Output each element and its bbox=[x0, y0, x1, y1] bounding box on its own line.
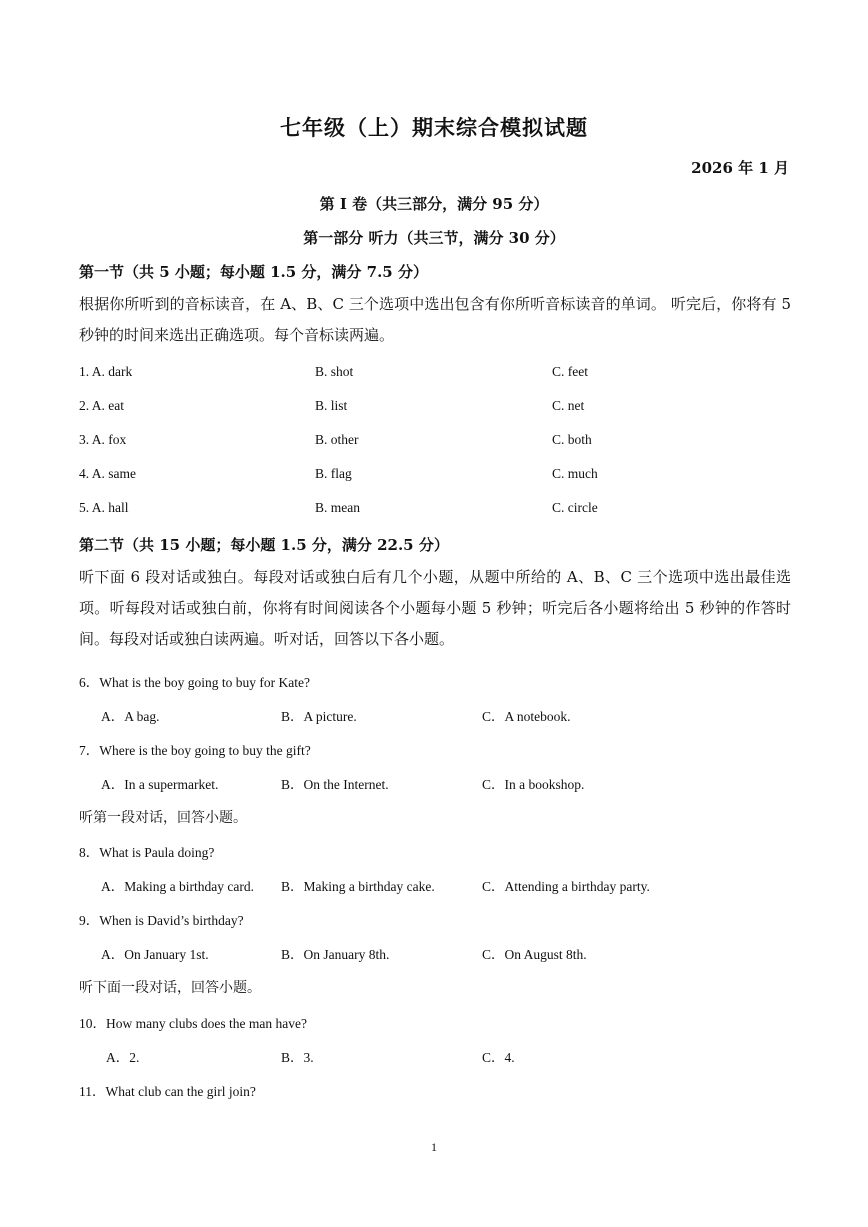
section2-heading: 第二节（共 15 小题；每小题 1.5 分，满分 22.5 分） bbox=[79, 536, 449, 554]
question-row-1 bbox=[0, 364, 868, 384]
option-a: 4. A. same bbox=[79, 466, 136, 481]
option-c: C．A notebook. bbox=[482, 709, 571, 724]
option-b: B．On January 8th. bbox=[281, 947, 390, 962]
question-10-stem: 10．How many clubs does the man have? bbox=[79, 1016, 307, 1031]
question-9-stem: 9．When is David’s birthday? bbox=[79, 913, 244, 928]
option-a: A．A bag. bbox=[101, 709, 160, 724]
option-c: C．In a bookshop. bbox=[482, 777, 585, 792]
option-a: 2. A. eat bbox=[79, 398, 124, 413]
option-a: 3. A. fox bbox=[79, 432, 127, 447]
option-c: C. net bbox=[552, 398, 585, 413]
question-10-options bbox=[0, 1046, 868, 1066]
dialogue-note-2: 听下面一段对话，回答小题。 bbox=[79, 980, 261, 996]
option-b: B．Making a birthday cake. bbox=[281, 879, 435, 894]
option-a: 1. A. dark bbox=[79, 364, 133, 379]
question-7-stem: 7．Where is the boy going to buy the gift? bbox=[79, 743, 311, 758]
option-c: C. both bbox=[552, 432, 592, 447]
option-b: B. flag bbox=[315, 466, 352, 481]
option-b: B. other bbox=[315, 432, 359, 447]
question-row-4 bbox=[0, 466, 868, 486]
option-c: C．On August 8th. bbox=[482, 947, 587, 962]
question-row-5 bbox=[0, 500, 868, 520]
option-b: B．3. bbox=[281, 1050, 314, 1065]
option-a: A．In a supermarket. bbox=[101, 777, 219, 792]
option-c: C．Attending a birthday party. bbox=[482, 879, 650, 894]
option-a: A．On January 1st. bbox=[101, 947, 209, 962]
dialogue-note-1: 听第一段对话，回答小题。 bbox=[79, 810, 247, 826]
question-7-options bbox=[0, 773, 868, 793]
question-row-3 bbox=[0, 432, 868, 452]
question-9-options bbox=[0, 943, 868, 963]
option-a: 5. A. hall bbox=[79, 500, 129, 515]
question-6-options bbox=[0, 705, 868, 725]
volume-title: 第 I 卷（共三部分，满分 95 分） bbox=[319, 195, 549, 213]
section1-instructions: 根据你所听到的音标读音，在 A、B、C 三个选项中选出包含有你所听音标读音的单词。 听完后，你将有 5 秒钟的时间来选出正确选项。每个音标读两遍。 bbox=[79, 295, 791, 344]
option-a: A．Making a birthday card. bbox=[101, 879, 254, 894]
page-number: 1 bbox=[431, 1140, 437, 1154]
question-8-stem: 8．What is Paula doing? bbox=[79, 845, 215, 860]
option-c: C. circle bbox=[552, 500, 598, 515]
section2-instructions: 听下面 6 段对话或独白。每段对话或独白后有几个小题，从题中所给的 A、B、C 三个选项中选出最佳选项。听每段对话或独白前，你将有时间阅读各个小题每小题 5 秒钟；听完后各小题将给出 5 秒钟的作答时间。每段对话或独白读两遍。听对话，回答以下各小题。 bbox=[79, 568, 791, 648]
question-11-stem: 11．What club can the girl join? bbox=[79, 1084, 256, 1099]
option-b: B．A picture. bbox=[281, 709, 357, 724]
page-title: 七年级（上）期末综合模拟试题 bbox=[280, 115, 588, 140]
option-b: B. shot bbox=[315, 364, 354, 379]
exam-date: 2026 年 1 月 bbox=[691, 159, 789, 177]
question-row-2 bbox=[0, 398, 868, 418]
option-c: C．4. bbox=[482, 1050, 515, 1065]
question-8-options bbox=[0, 875, 868, 895]
option-c: C. much bbox=[552, 466, 598, 481]
question-6-stem: 6．What is the boy going to buy for Kate? bbox=[79, 675, 310, 690]
option-b: B. list bbox=[315, 398, 348, 413]
section1-heading: 第一节（共 5 小题；每小题 1.5 分，满分 7.5 分） bbox=[79, 263, 428, 281]
option-c: C. feet bbox=[552, 364, 588, 379]
part-title: 第一部分 听力（共三节，满分 30 分） bbox=[303, 229, 565, 247]
option-b: B. mean bbox=[315, 500, 360, 515]
option-a: A．2. bbox=[106, 1050, 140, 1065]
option-b: B．On the Internet. bbox=[281, 777, 389, 792]
